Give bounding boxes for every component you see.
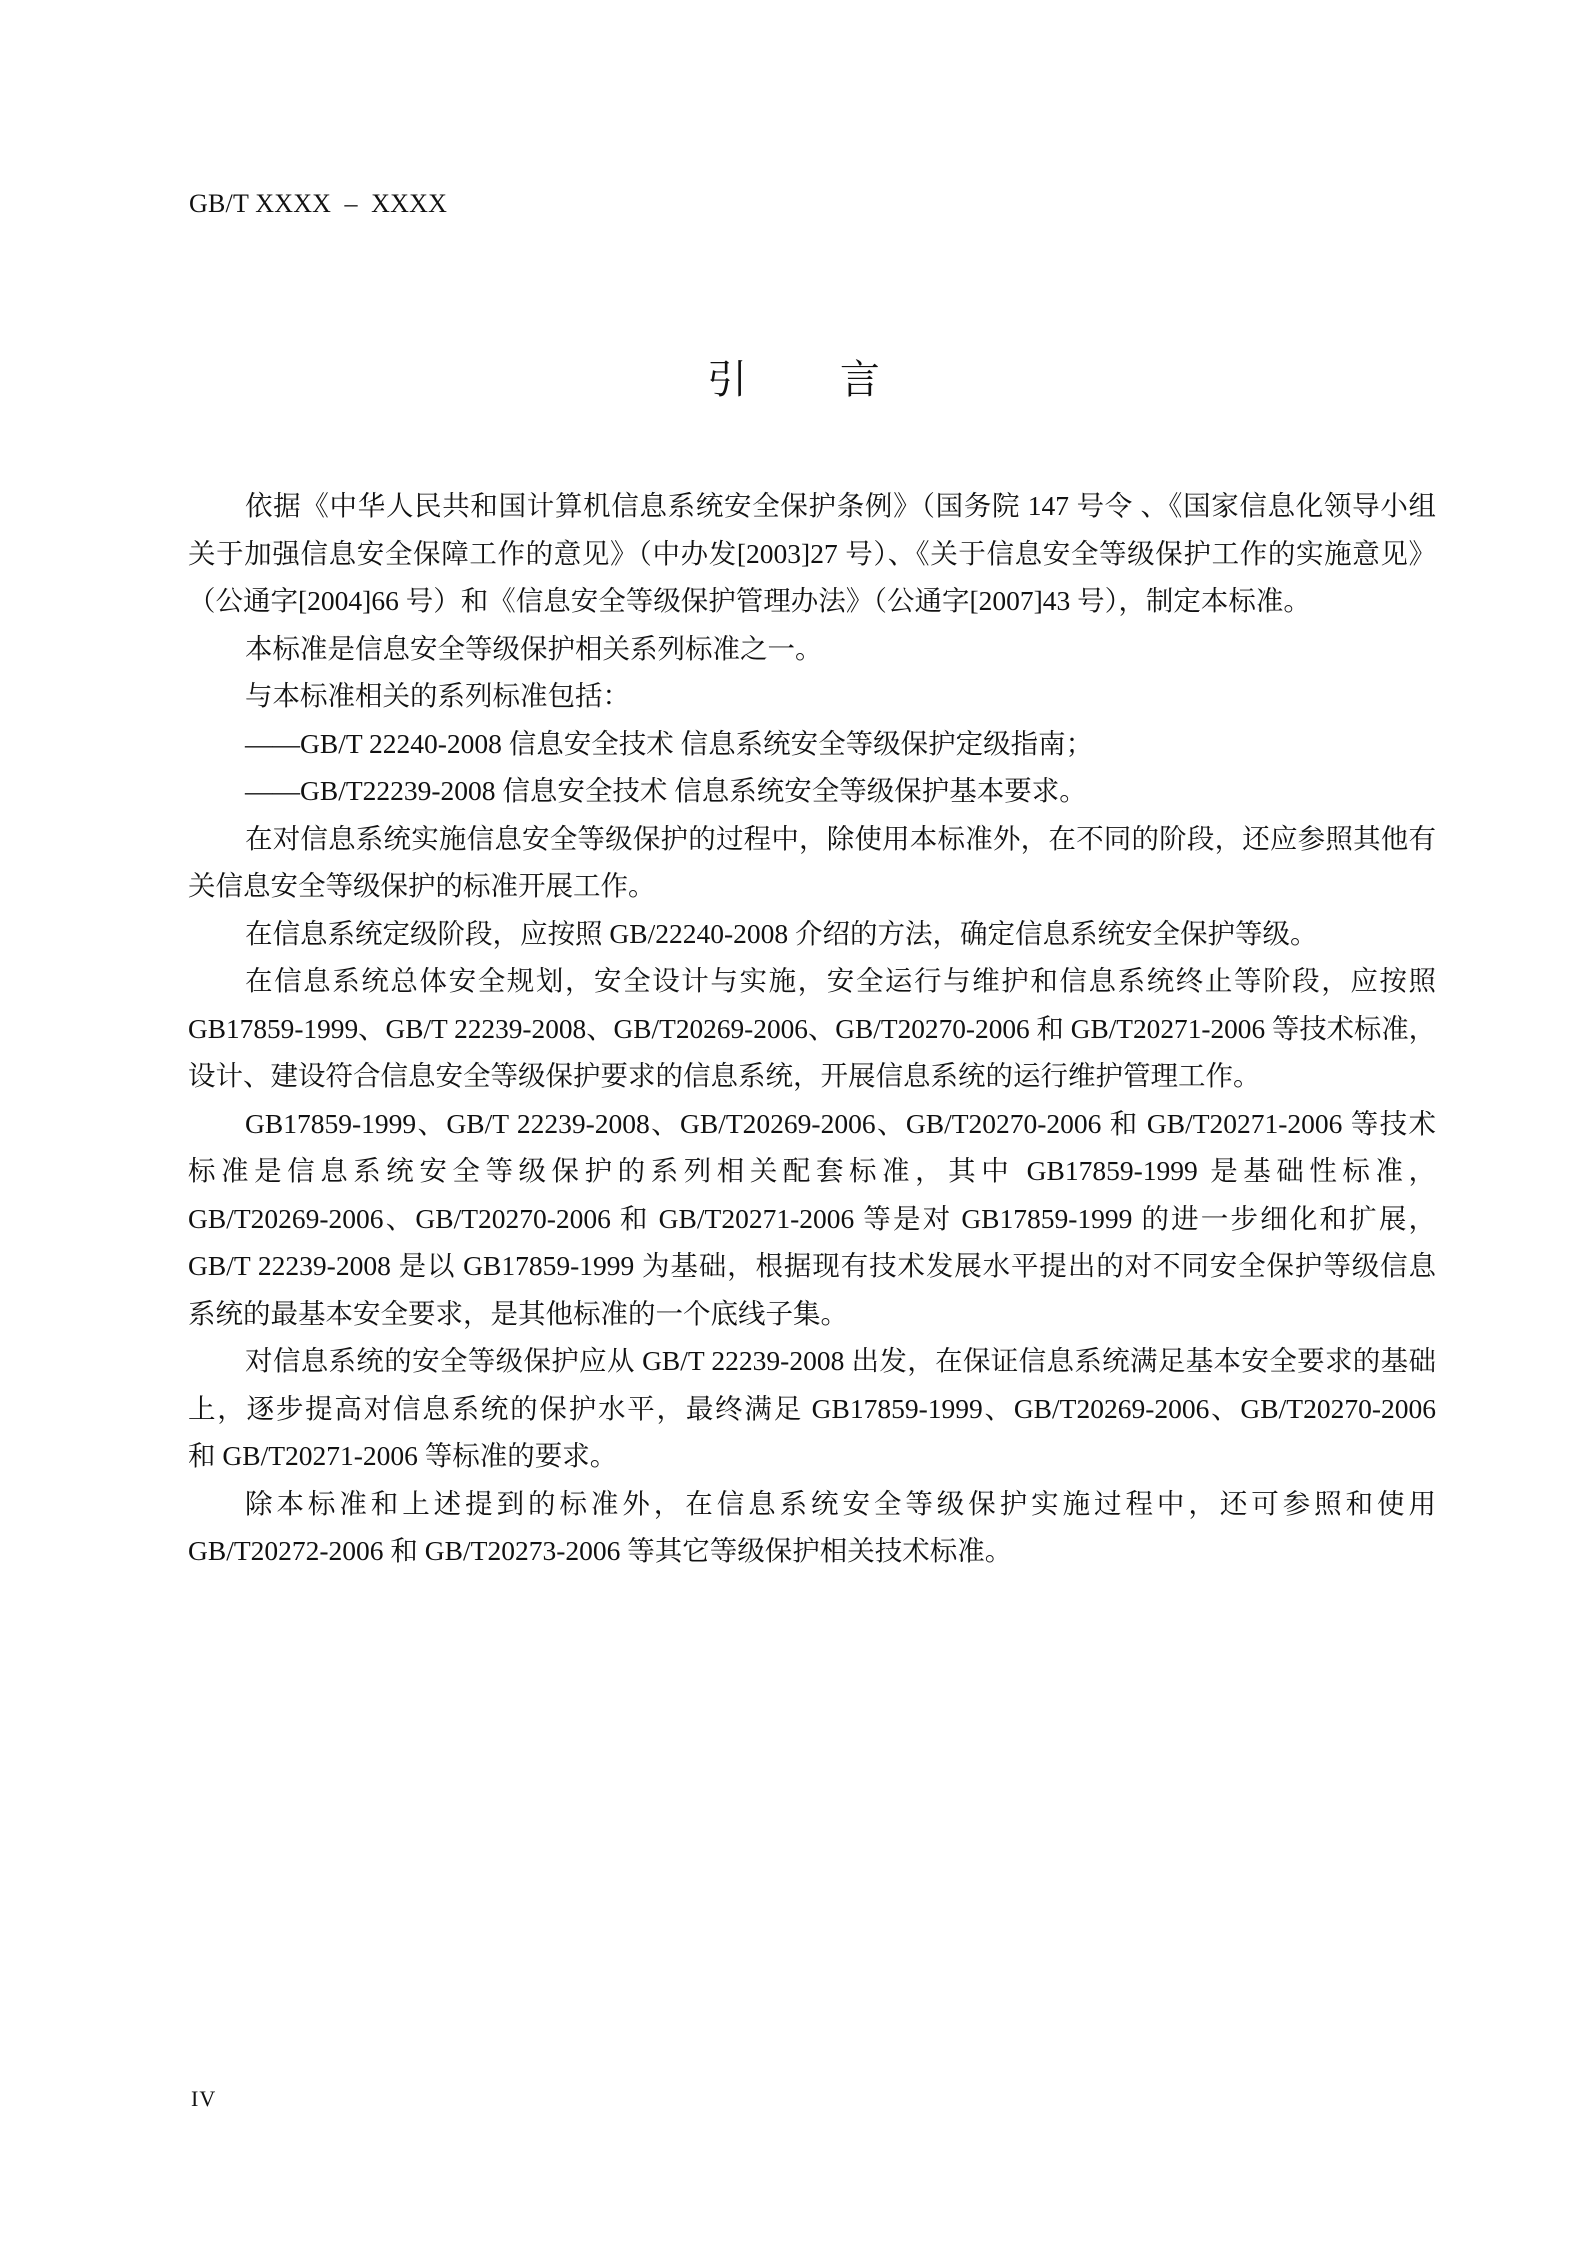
standard-code-header: GB/T XXXX – XXXX [189,189,448,218]
text-line: （公通字[2004]66 号）和《信息安全等级保护管理办法》（公通字[2007]43 号），制定本标准。 [188,585,1311,616]
text-line: 上，逐步提高对信息系统的保护水平，最终满足 GB17859-1999、GB/T20269-2006、GB/T20270-2006 [188,1392,1436,1424]
paragraph-planning-phase [188,959,1436,1102]
text-line: GB/T20269-2006、GB/T20270-2006 和 GB/T20271-2006 等是对 GB17859-1999 的进一步细化和扩展， [188,1202,1436,1234]
text-line: 本标准是信息安全等级保护相关系列标准之一。 [245,632,823,664]
text-line: 和 GB/T20271-2006 等标准的要求。 [188,1440,618,1471]
text-line: GB17859-1999、GB/T 22239-2008、GB/T20269-2006、GB/T20270-2006 和 GB/T20271-2006 等技术标准， [188,1012,1437,1044]
paragraph-additional-standards [188,1482,1436,1577]
text-line: 对信息系统的安全等级保护应从 GB/T 22239-2008 出发，在保证信息系统满足基本安全要求的基础 [245,1345,1436,1376]
page-title: 引 言 [707,357,920,403]
text-line: 关于加强信息安全保障工作的意见》（中办发[2003]27 号）、《关于信息安全等级保护工作的实施意见》 [188,537,1436,569]
text-line: ——GB/T22239-2008 信息安全技术 信息系统安全等级保护基本要求。 [245,775,1087,806]
paragraph-basis [188,484,1436,627]
text-line: 依据《中华人民共和国计算机信息系统安全保护条例》（国务院 147 号令 、《国家信息化领导小组 [245,490,1436,521]
paragraph-other-standards [188,817,1436,912]
text-line: 与本标准相关的系列标准包括： [245,680,630,711]
text-line: 设计、建设符合信息安全等级保护要求的信息系统，开展信息系统的运行维护管理工作。 [188,1060,1261,1091]
paragraph-related-intro [188,674,1436,722]
text-line: 在信息系统总体安全规划，安全设计与实施，安全运行与维护和信息系统终止等阶段，应按照 [245,965,1436,996]
paragraph-supporting-standards [188,1102,1436,1340]
page-number: IV [191,2086,217,2111]
text-line: 在对信息系统实施信息安全等级保护的过程中，除使用本标准外，在不同的阶段，还应参照其他有 [245,822,1436,854]
text-line: 关信息安全等级保护的标准开展工作。 [188,870,656,901]
paragraph-protection-approach [188,1339,1436,1482]
paragraph-grading-phase [188,912,1436,960]
introduction-body [188,484,1436,1577]
paragraph-series-member [188,627,1436,675]
text-line: 在信息系统定级阶段，应按照 GB/22240-2008 介绍的方法，确定信息系统安全保护等级。 [245,917,1318,949]
text-line: GB/T 22239-2008 是以 GB17859-1999 为基础，根据现有技术发展水平提出的对不同安全保护等级信息 [188,1250,1436,1281]
text-line: 系统的最基本安全要求，是其他标准的一个底线子集。 [188,1297,848,1329]
text-line: ——GB/T 22240-2008 信息安全技术 信息系统安全等级保护定级指南； [245,727,1094,759]
text-line: GB17859-1999、GB/T 22239-2008、GB/T20269-2006、GB/T20270-2006 和 GB/T20271-2006 等技术 [245,1107,1436,1139]
list-item-related-standard [188,769,1436,817]
list-item-related-standard [188,722,1436,770]
text-line: 除本标准和上述提到的标准外，在信息系统安全等级保护实施过程中，还可参照和使用 [245,1487,1436,1519]
text-line: 标准是信息系统安全等级保护的系列相关配套标准，其中 GB17859-1999 是基础性标准， [188,1155,1436,1186]
text-line: GB/T20272-2006 和 GB/T20273-2006 等其它等级保护相关技术标准。 [188,1535,1013,1566]
